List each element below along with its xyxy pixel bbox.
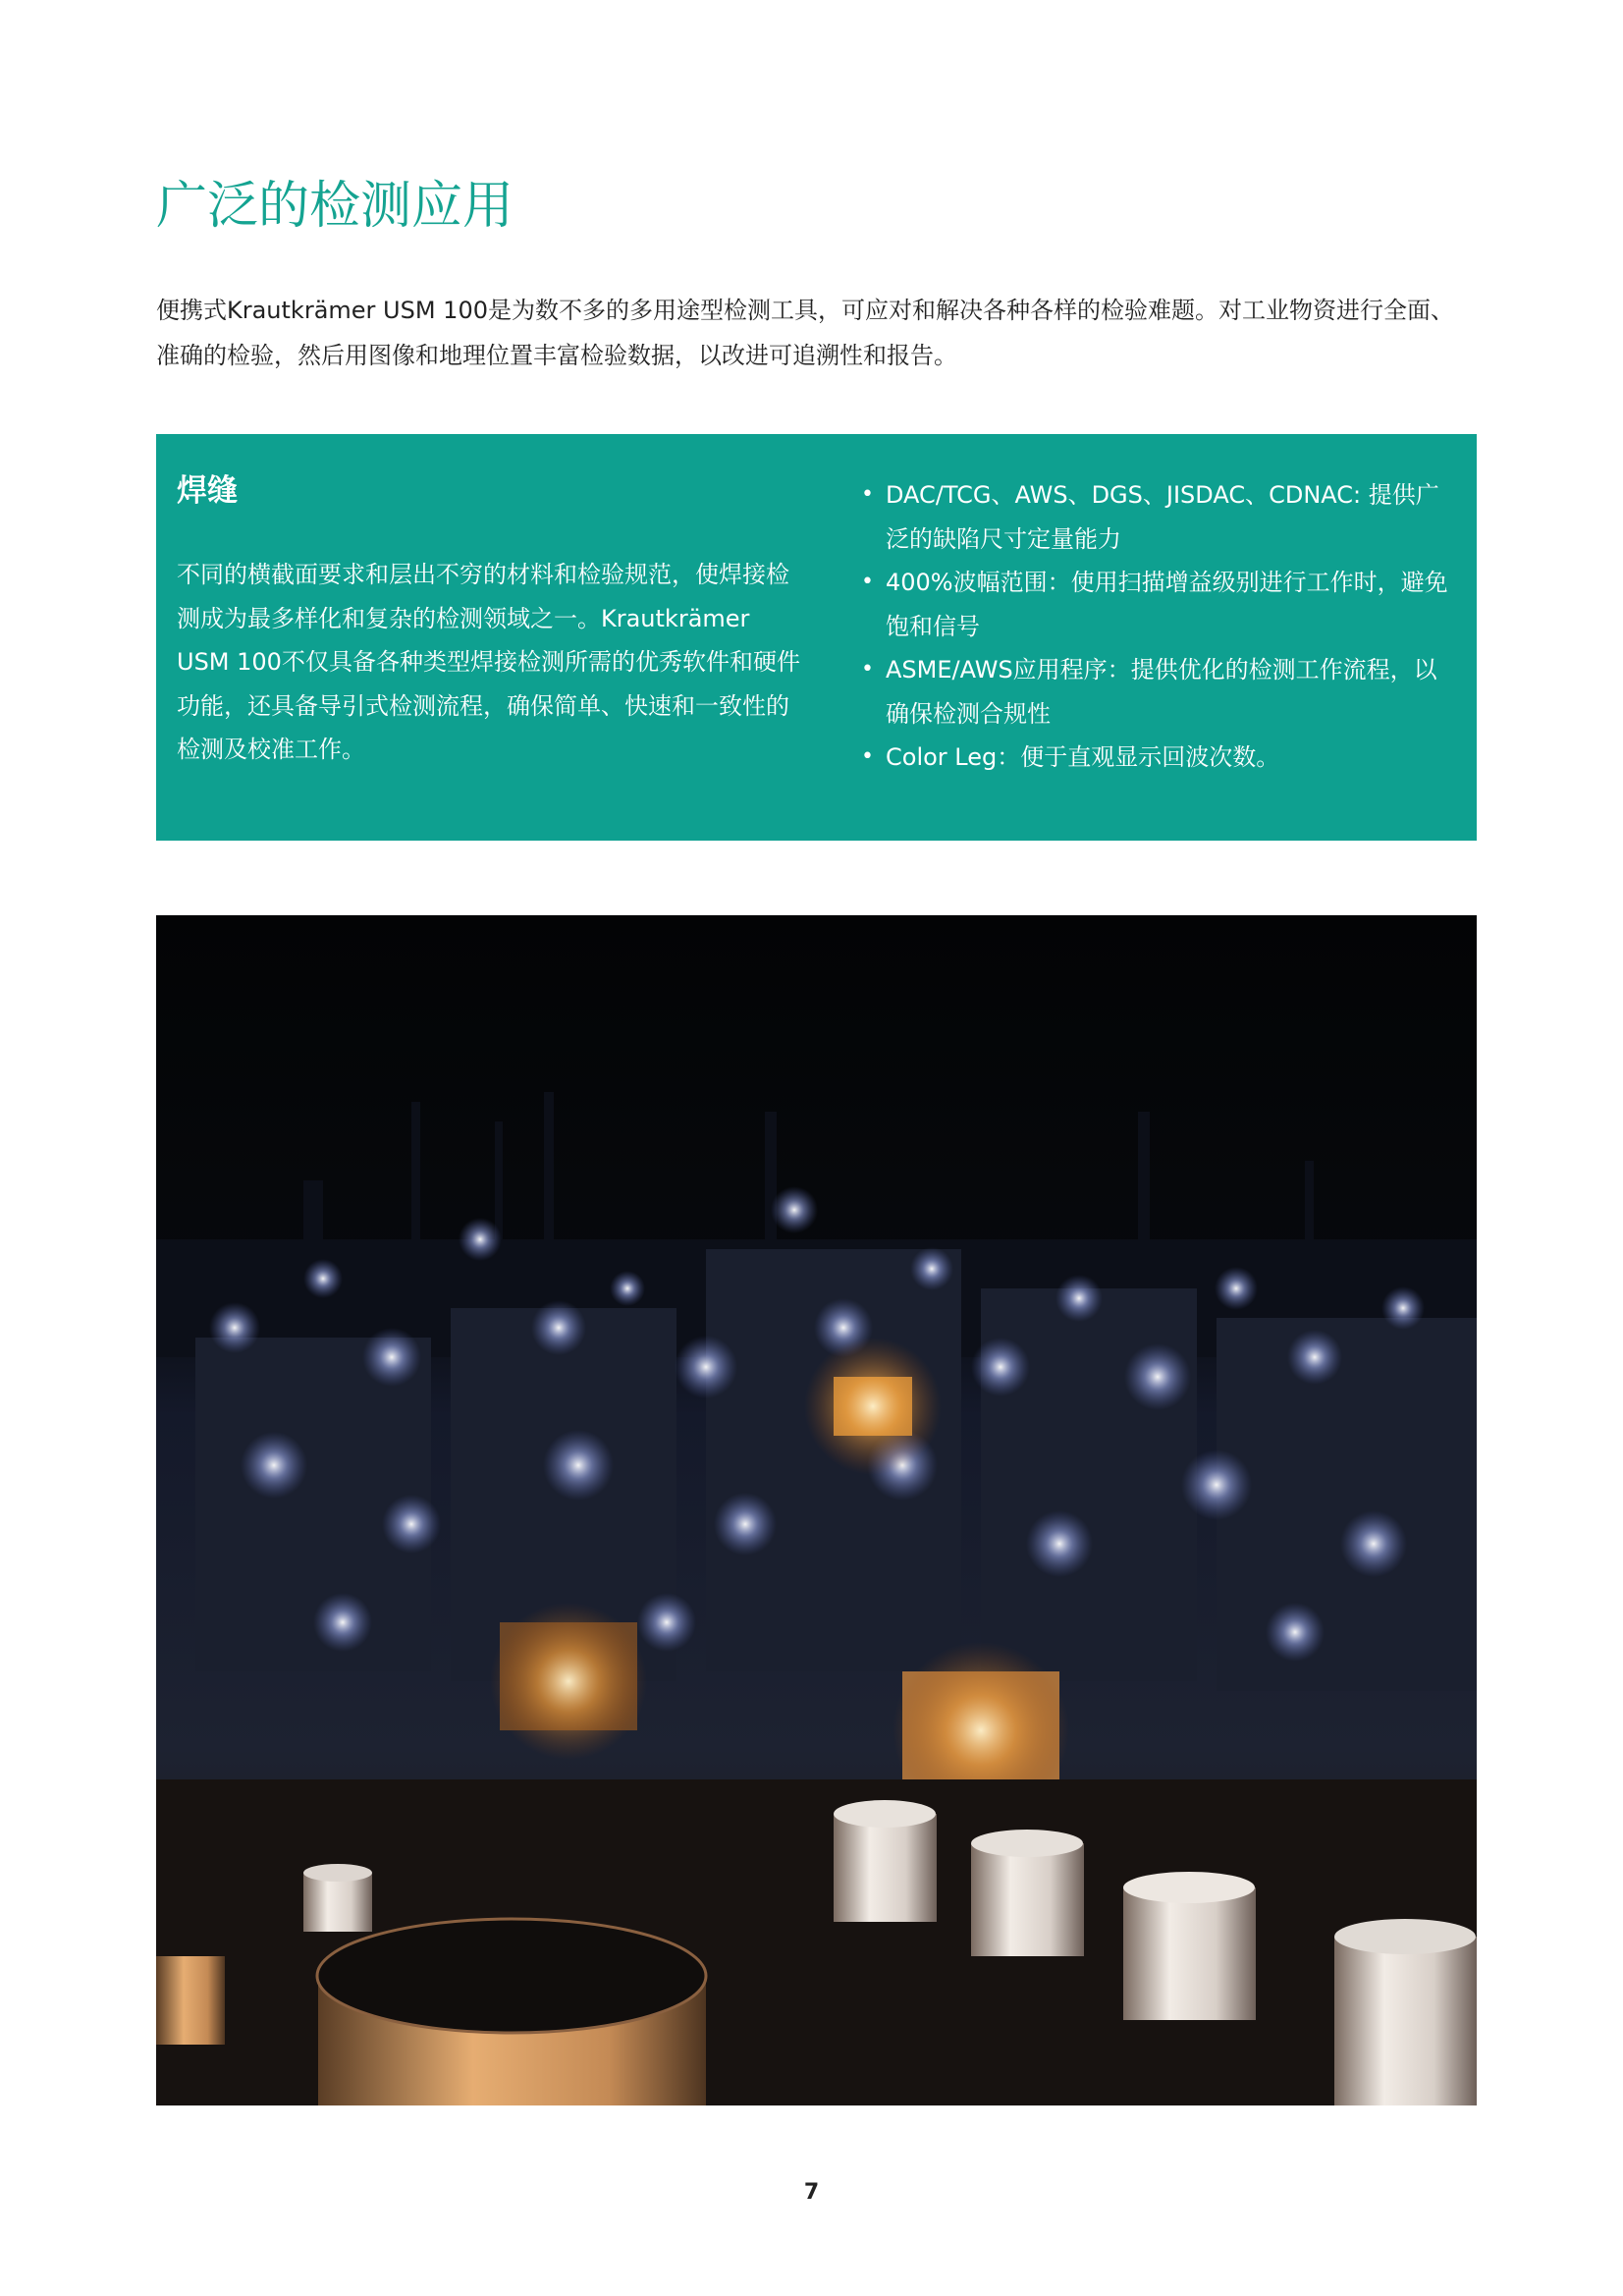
bullet-dot-icon: • <box>861 570 874 594</box>
feature-text: 不同的横截面要求和层出不穷的材料和检验规范，使焊接检测成为最多样化和复杂的检测领域之一。Krautkrämer USM 100不仅具备各种类型焊接检测所需的优秀软件和硬件功能，还具备导引式检测流程，确保简单、快速和一致性的检测及校准工作。 <box>177 561 800 764</box>
refinery-night-photo <box>156 915 1477 2105</box>
bullet-item <box>861 648 1450 736</box>
bullet-text: ASME/AWS应用程序：提供优化的检测工作流程，以确保检测合规性 <box>886 656 1437 728</box>
feature-bullets <box>861 473 1450 780</box>
bullet-text: Color Leg：便于直观显示回波次数。 <box>886 743 1280 771</box>
refinery-illustration <box>156 915 1477 2105</box>
page-title: 广泛的检测应用 <box>156 177 514 236</box>
bullet-list <box>861 473 1450 780</box>
welding-feature-box <box>156 434 1477 841</box>
feature-heading: 焊缝 <box>177 473 238 509</box>
bullet-dot-icon: • <box>861 657 874 682</box>
bullet-dot-icon: • <box>861 482 874 507</box>
bullet-dot-icon: • <box>861 744 874 769</box>
feature-description <box>177 473 805 772</box>
intro-paragraph: 便携式Krautkrämer USM 100是为数不多的多用途型检测工具，可应对和解决各种各样的检验难题。对工业物资进行全面、准确的检验，然后用图像和地理位置丰富检验数据，以改进可追溯性和报告。 <box>156 297 1454 369</box>
bullet-text: 400%波幅范围：使用扫描增益级别进行工作时，避免饱和信号 <box>886 569 1448 640</box>
page-number: 7 <box>803 2180 820 2205</box>
bullet-text: DAC/TCG、AWS、DGS、JISDAC、CDNAC: 提供广泛的缺陷尺寸定量能力 <box>886 481 1439 553</box>
bullet-item <box>861 561 1450 648</box>
bullet-item <box>861 736 1450 780</box>
bullet-item <box>861 473 1450 561</box>
